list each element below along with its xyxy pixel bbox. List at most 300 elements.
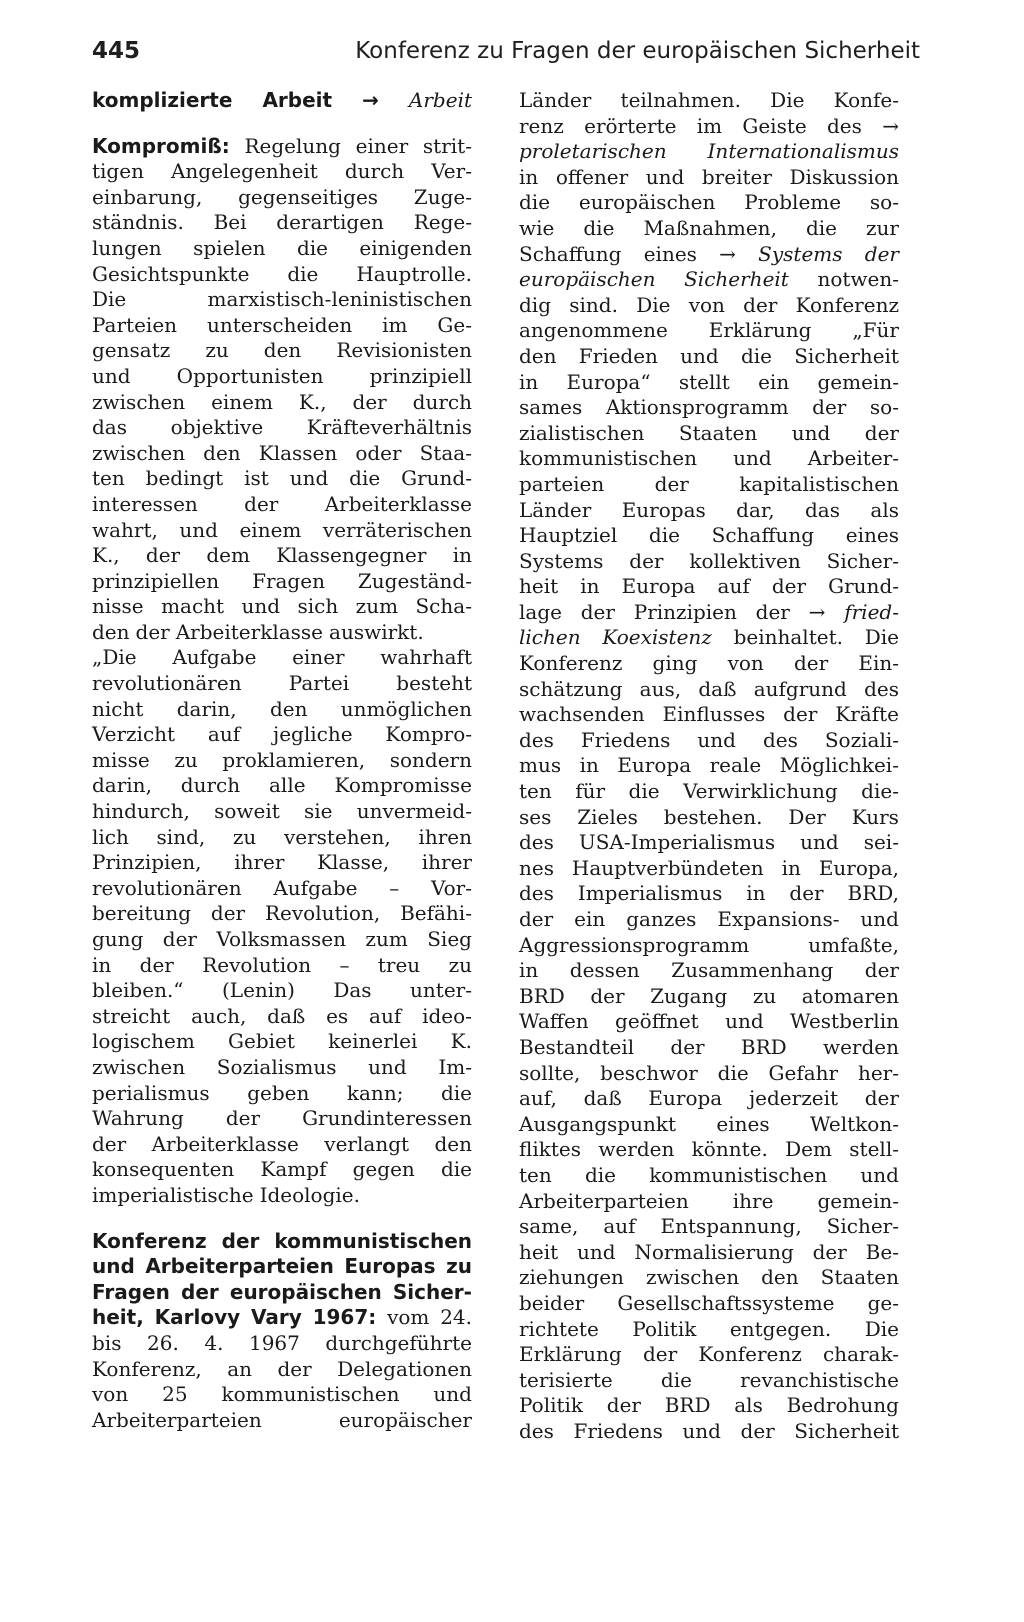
word: die- (861, 779, 899, 804)
word: mus (519, 753, 562, 778)
word: umfaßte, (808, 932, 899, 957)
text-line (92, 850, 472, 876)
word: in (519, 958, 539, 983)
word: lichen (519, 625, 581, 650)
word: Grund- (401, 466, 472, 491)
word: Sicher- (392, 1279, 472, 1304)
word: bedingt (145, 466, 224, 491)
text-line (92, 210, 472, 236)
word: heit (519, 574, 559, 599)
word: die (660, 1367, 692, 1392)
word: der (654, 471, 689, 496)
word: den (519, 343, 557, 368)
word: entgegen. (729, 1316, 832, 1341)
word: Die (770, 88, 805, 112)
word: im (696, 113, 723, 138)
text-line (519, 625, 899, 651)
word: Sozialismus (216, 1054, 337, 1079)
word: Normalisierung (634, 1239, 794, 1264)
word: der (135, 619, 170, 644)
word: „Für (852, 318, 899, 343)
word: Fragen (252, 568, 325, 593)
text-line (519, 1035, 899, 1061)
word: in (452, 543, 472, 568)
text-line (519, 421, 899, 447)
word: spielen (193, 235, 266, 260)
word: nes (519, 855, 554, 880)
word: der (92, 1131, 127, 1156)
word: einer (292, 645, 345, 670)
word: die (584, 1162, 616, 1187)
word: Parteien (92, 312, 178, 337)
word: ständnis. (92, 210, 184, 235)
word: zur (866, 215, 899, 240)
running-head: Konferenz zu Fragen der europäischen Sicherheit (355, 38, 920, 64)
word: kommunistischen (221, 1382, 400, 1407)
text-line (519, 1112, 899, 1138)
word: Staaten (820, 1265, 899, 1290)
word: atomaren (801, 983, 899, 1008)
word: Kompromiß: (92, 133, 230, 158)
word: charak- (822, 1342, 899, 1367)
word: des (864, 676, 899, 701)
word: und (368, 1054, 407, 1079)
word: Hauptverbündeten (571, 855, 764, 880)
word: Aufgabe (273, 875, 358, 900)
text-line (92, 773, 472, 799)
text-line (92, 748, 472, 774)
word: Verzicht (92, 722, 176, 747)
word: und (645, 164, 685, 189)
word: Kräfteverhältnis (306, 415, 472, 440)
word: schätzung (519, 676, 623, 701)
word: als (870, 497, 899, 522)
word: der (606, 1393, 641, 1418)
text-line (92, 1132, 472, 1158)
word: Konfe- (833, 88, 899, 112)
word: Politik (519, 1393, 584, 1418)
word: K. (450, 1029, 472, 1054)
word: die (740, 343, 773, 368)
word: des (827, 113, 862, 138)
word: so- (869, 190, 899, 215)
text-line (92, 1280, 472, 1306)
word: revanchistische (740, 1367, 899, 1392)
word: und (92, 1254, 135, 1279)
word: Gefahr (768, 1060, 839, 1085)
word: 1967: (312, 1305, 377, 1330)
word: Das (333, 978, 372, 1003)
word: Europa, (818, 855, 899, 880)
word: europäischen (519, 267, 656, 292)
word: und (241, 594, 281, 619)
word: revolutionären (92, 671, 242, 696)
word: same, (519, 1214, 579, 1239)
word: an (227, 1356, 252, 1381)
word: und (92, 363, 131, 388)
word: auf, (519, 1086, 557, 1111)
word: Aktionsprogramm (605, 395, 789, 420)
word: Staaten (678, 420, 758, 445)
word: Einflusses (662, 702, 766, 727)
word: Kompro- (385, 722, 472, 747)
word: Vary (250, 1305, 302, 1330)
word: ge- (867, 1290, 899, 1315)
word: Konferenz (795, 292, 899, 317)
word: Klasse, (317, 850, 390, 875)
word: erörterte (584, 113, 677, 138)
word: 1967 (248, 1330, 300, 1355)
word: zum (365, 927, 408, 951)
word: jederzeit (748, 1086, 839, 1111)
word: Sieg (427, 927, 472, 951)
word: reale (709, 753, 762, 778)
word: der (629, 548, 664, 573)
word: heit, (92, 1305, 144, 1330)
word: ihren (418, 824, 472, 849)
text-line (519, 549, 899, 575)
word: Die (636, 292, 671, 317)
paragraph-gap (92, 114, 472, 134)
word: Zuge- (413, 184, 472, 209)
word: in (519, 369, 539, 394)
word: das (805, 497, 840, 522)
word: der (812, 1239, 847, 1264)
text-line (92, 159, 472, 185)
word: Prinzipien (633, 599, 737, 624)
word: eines (643, 241, 697, 266)
text-line (519, 114, 899, 140)
word: besteht (396, 671, 472, 696)
word: von (92, 1382, 129, 1407)
text-line (92, 262, 472, 288)
word: stellt (678, 369, 730, 394)
word: Bei (213, 210, 247, 235)
word: und (680, 343, 719, 368)
text-line (519, 881, 899, 907)
text-line (92, 978, 472, 1004)
word: Klassengegner (276, 543, 427, 568)
text-line (519, 1214, 899, 1240)
word: unvermeid- (356, 799, 472, 824)
word: geöffnet (615, 1009, 699, 1034)
word: unmöglichen (340, 696, 472, 721)
text-line (519, 1137, 899, 1163)
word: und (860, 907, 899, 931)
word: stell- (849, 1137, 899, 1162)
word: derartigen (276, 210, 384, 235)
text-line (92, 134, 472, 160)
word: zwischen (92, 389, 186, 414)
word: die (349, 466, 381, 491)
word: daß (698, 676, 737, 701)
word: Ideologie. (259, 1182, 360, 1207)
text-line (92, 620, 472, 646)
word: darin, (176, 696, 237, 721)
text-line (519, 318, 899, 344)
word: und (800, 830, 839, 855)
word: sollte, (519, 1060, 581, 1085)
word: der (277, 1356, 312, 1381)
word: der (755, 599, 790, 624)
word: dessen (569, 958, 640, 983)
word: Sicher- (826, 1214, 899, 1239)
word: prinzipiell (369, 363, 472, 388)
word: könnte. (691, 1137, 768, 1162)
word: Friedens (573, 1418, 663, 1443)
text-line (519, 1009, 899, 1035)
word: verlangt (324, 1131, 410, 1156)
word: auf (369, 1003, 402, 1028)
text-line (519, 933, 899, 959)
text-line (92, 825, 472, 851)
word: Konferenz (698, 1342, 802, 1367)
word: Politik (632, 1316, 697, 1341)
text-line (519, 1061, 899, 1087)
page-number: 445 (92, 38, 141, 64)
word: zwischen (92, 1054, 186, 1079)
word: kommunistischen (649, 1162, 828, 1187)
text-line (519, 907, 899, 933)
word: bleiben.“ (92, 978, 184, 1003)
word: aufgrund (753, 676, 847, 701)
word: und (725, 1009, 764, 1034)
text-line (92, 927, 472, 953)
word: so- (869, 395, 899, 420)
word: eines (716, 1111, 770, 1136)
word: und (433, 1382, 472, 1407)
word: ihrer (234, 850, 285, 875)
text-line (519, 779, 899, 805)
word: den (434, 1131, 472, 1156)
text-line (519, 856, 899, 882)
word: dig (519, 292, 552, 317)
word: Revolution (202, 952, 312, 977)
text-line (92, 1183, 472, 1209)
word: teilnahmen. (620, 88, 741, 112)
word: Europas (621, 497, 706, 522)
word: angenommene (519, 318, 668, 343)
word: BRD, (847, 881, 899, 906)
word: Imperialismus (577, 881, 723, 906)
word: Arbeit (408, 88, 472, 112)
word: Be- (865, 1239, 899, 1264)
word: daß (267, 1003, 306, 1028)
word: der (210, 901, 246, 926)
word: ten (519, 779, 552, 804)
text-line (519, 600, 899, 626)
word: Erklärung (519, 1342, 622, 1367)
word: darin, (92, 773, 152, 798)
word: Kompromisse (334, 773, 472, 798)
word: objektive (170, 415, 264, 440)
text-line (519, 523, 899, 549)
word: Arbeit (262, 88, 333, 112)
word: gung (92, 927, 144, 951)
word: breiter (701, 164, 772, 189)
word: Europa (617, 753, 692, 778)
text-line (519, 139, 899, 165)
word: sei- (863, 830, 899, 855)
word: den (761, 1265, 799, 1290)
text-line (92, 1029, 472, 1055)
paragraph-gap (92, 1209, 472, 1229)
word: Die (864, 625, 899, 650)
word: ihre (732, 1188, 774, 1213)
text-line (519, 702, 899, 728)
word: zu (205, 338, 229, 363)
text-line (519, 498, 899, 524)
word: die (805, 215, 837, 240)
word: Maßnahmen, (643, 215, 777, 240)
word: konsequenten (92, 1157, 235, 1182)
text-line (519, 1368, 899, 1394)
word: in (746, 881, 766, 906)
text-line (519, 344, 899, 370)
word: Regelung (244, 133, 341, 158)
word: der (139, 952, 174, 977)
word: Konferenz (519, 651, 623, 676)
word: der (162, 927, 197, 951)
word: Gesichtspunkte (92, 261, 250, 286)
word: Möglichkei- (779, 753, 899, 778)
word: Konferenz (92, 1228, 207, 1253)
word: des (519, 727, 554, 752)
word: Arbeiterparteien (519, 1188, 689, 1213)
word: → (882, 113, 899, 138)
word: → (719, 241, 736, 266)
word: in (579, 753, 599, 778)
word: Geiste (742, 113, 807, 138)
word: ein (758, 369, 790, 394)
text-line (519, 293, 899, 319)
text-column-left (92, 88, 472, 1433)
text-line (519, 267, 899, 293)
text-line (92, 697, 472, 723)
word: europäischen (578, 190, 716, 215)
word: in (781, 855, 801, 880)
word: bereitung (92, 901, 192, 926)
word: Fragen (92, 1279, 170, 1304)
word: der (670, 1034, 705, 1059)
text-line (92, 799, 472, 825)
word: interessen (92, 491, 198, 516)
text-line (519, 395, 899, 421)
word: den (263, 338, 302, 363)
word: die (440, 1157, 472, 1182)
word: tigen (92, 159, 144, 184)
word: BRD (519, 983, 565, 1008)
word: logischem (92, 1029, 195, 1054)
word: der (783, 702, 818, 727)
word: Arbeiterklasse (151, 1131, 299, 1156)
word: → (362, 88, 379, 112)
word: der (225, 1106, 261, 1131)
word: Europa (648, 1086, 723, 1111)
word: Länder (519, 497, 592, 522)
word: für (575, 779, 606, 804)
word: Grundinteressen (302, 1106, 472, 1131)
word: 25 (162, 1382, 188, 1407)
word: ein (574, 907, 606, 931)
word: die (628, 779, 660, 804)
word: zialistischen (519, 420, 645, 445)
word: wahrhaft (380, 645, 472, 670)
word: Zugang (650, 983, 728, 1008)
word: beschwor (600, 1060, 698, 1085)
word: Kurs (851, 804, 899, 829)
word: Zieles (577, 804, 638, 829)
text-line (519, 651, 899, 677)
word: auf (603, 1214, 636, 1239)
word: kommunistischen (274, 1228, 472, 1253)
word: und (289, 466, 329, 491)
text-line (92, 543, 472, 569)
word: revolutionären (92, 875, 242, 900)
word: ganzes (626, 907, 697, 931)
text-line (92, 594, 472, 620)
word: K., (298, 389, 327, 414)
word: der (181, 1279, 219, 1304)
word: Internationalismus (707, 139, 899, 164)
text-line (92, 364, 472, 390)
word: Kampf (260, 1157, 327, 1182)
word: Karlovy (154, 1305, 241, 1330)
word: beider (519, 1290, 585, 1315)
word: unter- (410, 978, 472, 1003)
word: auf (207, 722, 241, 747)
word: Konferenz, (92, 1356, 202, 1381)
word: zum (355, 594, 399, 619)
word: des (519, 830, 554, 855)
text-line (519, 1419, 899, 1445)
text-line (92, 466, 472, 492)
word: Gesellschaftssysteme (617, 1290, 835, 1315)
word: Aggressionsprogramm (519, 932, 750, 957)
word: gemein- (817, 369, 899, 394)
word: der (642, 1342, 678, 1367)
word: ihrer (421, 850, 472, 875)
word: 4. (204, 1330, 224, 1355)
word: auf (717, 574, 750, 599)
word: ten (92, 466, 125, 491)
word: fliktes (519, 1137, 581, 1162)
text-line (92, 1106, 472, 1132)
word: streicht (92, 1003, 171, 1028)
text-line (92, 901, 472, 927)
word: Partei (288, 671, 350, 696)
word: zu (174, 747, 198, 772)
word: Zusammenhang (671, 958, 834, 983)
word: das (92, 415, 127, 440)
word: die (648, 523, 680, 548)
word: „Die (92, 645, 137, 670)
word: einem (211, 389, 273, 414)
word: richtete (519, 1316, 599, 1341)
word: → (808, 599, 826, 624)
text-line (92, 313, 472, 339)
word: vom (387, 1305, 430, 1330)
word: Waffen (519, 1009, 589, 1034)
word: Ge- (437, 312, 472, 337)
text-line (92, 441, 472, 467)
word: sind. (569, 292, 618, 317)
word: zu (232, 824, 257, 849)
word: lage (519, 599, 562, 624)
text-line (519, 1393, 899, 1419)
word: ten (519, 1162, 552, 1187)
word: soweit (214, 799, 280, 824)
